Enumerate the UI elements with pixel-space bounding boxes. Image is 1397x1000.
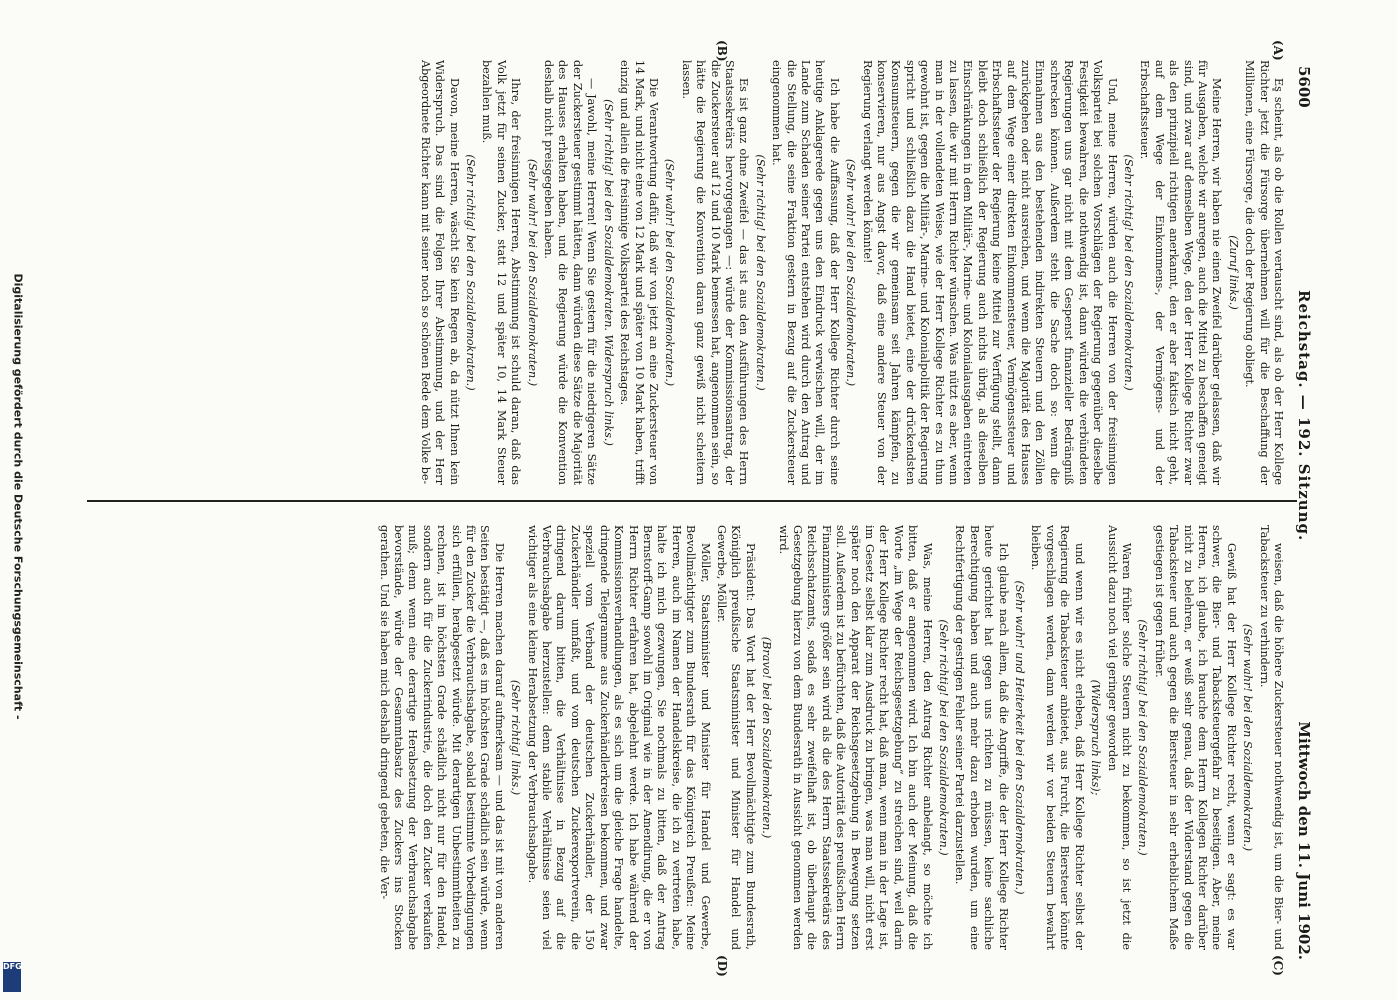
paragraph: Meine Herren, wir haben nie einen Zweifel darüber gelassen, daß wir für Ausgaben, welche wir anregen, auch die Mittel zu beschaffen geneigt sind, und zwar auf demselben Wege, den der Herr Kollege Richter zwar als den prinzipiell richtigen anerkannt, den er aber faktisch nicht geht, auf dem Wege der Einkommens-, der Vermögens- und der Erbschaftssteuer.: [1138, 60, 1224, 485]
paragraph: Davon, meine Herren, wäscht Sie kein Regen ab, da nützt Ihnen kein Widerspruch. Das sind die Folgen Ihrer Abstimmung, und der Herr Abgeordnete Richter kann mit seiner noch so schönen Rede dem Volke be-: [418, 60, 461, 485]
left-column: [85, 60, 1285, 485]
dfg-logo: [3, 962, 21, 992]
dfg-logo-text: DFG: [3, 962, 22, 971]
page-title: Reichstag. — 192. Sitzung.: [1295, 290, 1313, 542]
margin-mark-d: (D): [715, 955, 729, 977]
paragraph: und wenn wir es nicht erleben, daß Herr Kollege Richter selbst der Regierung die Tabacksteuer anbietet, aus Furcht, die Biersteuer könnte vorgeschlagen werden, dann werden wir vor beiden Steuern bewahrt bleiben.: [1029, 525, 1086, 950]
paragraph: Ihre, der freisinnigen Herren, Abstimmung ist schuld daran, daß das Volk jetzt für seinen Zucker, statt 12 und später 10, 14 Mark Steuer bezahlen muß.: [480, 60, 523, 485]
interjection: (Bravo! bei den Sozialdemokraten.): [760, 636, 774, 839]
interjection: (Sehr richtig! bei den Sozialdemokraten.): [1136, 619, 1150, 856]
page-number: 5600: [1295, 66, 1313, 108]
side-credit: [8, 0, 28, 1000]
credit-text: Digitalisierung gefördert durch die Deutsche Forschungsgemeinschaft -: [11, 273, 25, 720]
paragraph: Und, meine Herren, würden auch die Herren von der freisinnigen Volkspartei bei solchen Vorschlägen der Regierung gegenüber dieselbe Festigkeit bewahren, die nothwendig ist, dann würden die verbündeten Regierungen uns gar nicht mit dem Gespenst finanzieller Bedrängniß schrecken können. Außerdem steht die Sache doch so: wenn die Einnahmen aus den bestehenden indirekten Steuern und den Zöllen zurückgehen oder nicht ausreichen, und wenn die Majorität des Hauses auf dem Wege einer direkten Einkommensteuer, Vermögenssteuer und Erbschaftssteuer der Regierung keine Mittel zur Verfügung stellt, dann bleibt doch schließlich der Regierung auch nichts übrig, als dieselben Einschränkungen in dem Militär-, Marine- und Kolonialausgaben eintreten zu lassen, die wir mit Herrn Richter wünschen. Was nützt es aber, wenn man in der vollendeten Weise, wie der Herr Kollege Richter es zu thun gewohnt ist, gegen die Militär-, Marine- und Kolonialpolitik der Regierung spricht und schließlich dazu die Hand bietet, eine der drückendsten Konsumsteuern, gegen die wir gemeinsam seit Jahren kämpfen, zu konservieren, nur aus Angst davor, daß eine andere Steuer von der Regierung verlangt werden könnte!: [860, 60, 1119, 485]
interjection: (Sehr richtig! bei den Sozialdemokraten. Widerspruch links.): [601, 99, 615, 446]
paragraph: Es ist ganz ohne Zweifel — das ist aus den Ausführungen des Herrn Staatssekretärs hervorgegangen —: würde der Kommissionsantrag, der die Zuckersteuer auf 12 und 10 Mark bemessen hat, angenommen sein, so hätte die Regierung die Konvention daran ganz gewiß nicht scheitern lassen.: [679, 60, 751, 485]
margin-mark-b: (B): [715, 40, 729, 62]
paragraph: Ich glaube nach allem, daß die Angriffe, die der Herr Kollege Richter heute gerichtet hat gegen uns richten zu müssen, keine sachliche Berechtigung haben und auch mehr dazu erhoben wurden, um eine Rechtfertigung der gestrigen Fehler seiner Partei darzustellen.: [953, 525, 1010, 950]
interjection: (Sehr richtig! bei den Sozialdemokraten.): [464, 154, 478, 391]
page-date: Mittwoch den 11. Juni 1902.: [1295, 721, 1313, 960]
interjection: (Sehr wahr! bei den Sozialdemokraten.): [663, 158, 677, 387]
interjection: (Sehr richtig! bei den Sozialdemokraten.): [1121, 154, 1135, 391]
right-column: [85, 525, 1285, 950]
paragraph: weisen, daß die höhere Zuckersteuer nothwendig ist, um die Bier- und Tabacksteuer zu verhindern.: [1257, 525, 1285, 950]
paragraph: Die Verantwortung dafür, daß wir von jetzt an eine Zuckersteuer von 14 Mark, und nicht eine von 12 Mark und später von 10 Mark haben, trifft einzig und allein die freisinnige Volkspartei des Reichstages.: [618, 60, 660, 485]
interjection: (Sehr wahr! bei den Sozialdemokraten.): [525, 158, 539, 387]
interjection: (Zuruf links.): [1226, 235, 1240, 310]
interjection: (Sehr wahr! bei den Sozialdemokraten.): [844, 158, 858, 387]
page-header: [1291, 60, 1313, 960]
paragraph: Die Herren machen darauf aufmerksam — und das ist mit von anderen Seiten bestätigt —, daß es im höchsten Grade schädlich sein würde, wenn für den Zucker die Verbrauchsabgabe, sobald bestimmte Vorbedingungen sich erfüllen, herabgesetzt würde. Mit derartigen Unbestimmtheiten zu rechnen, ist im höchsten Grade schädlich nicht nur für den Handel, sondern auch für die Zuckerindustrie, die doch den Zucker verkaufen muß; denn wenn eine derartige Herabsetzung der Verbrauchsabgabe bevorstände, würde der Gesammtabsatz des Zuckers ins Stocken gerathen. Und sie haben mich deshalb dringend gebeten, die Ver-: [377, 525, 506, 950]
paragraph: Möller, Staatsminister und Minister für Handel und Gewerbe, Bevollmächtigter zum Bundesrath für das Königreich Preußen: Meine Herren, auch im Namen der Handelskreise, die ich zu vertreten habe, halte ich mich gezwungen, Sie nochmals zu bitten, daß der Antrag Bernstorff-Gamp sowohl im Original wie in der Amendirung, die er von Herrn Richter erfahren hat, abgelehnt werde. Ich habe während der Kommissionsverhandlungen, als es sich um die gleiche Frage handelte, dringende Telegramme aus Zuckerhändlerkreisen bekommen, und zwar speziell vom Verband der deutschen Zuckerhändler, der 150 Zuckerhändler umfaßt, und vom deutschen Zuckerexportverein, die dringend darum bitten, die Verhältnisse in Bezug auf die Verbrauchsabgabe herzustellen: denn stabile Verhältnisse seien viel wichtiger als eine kleine Herabsetzung der Verbrauchsabgabe.: [525, 525, 712, 950]
interjection: (Sehr richtig! bei den Sozialdemokraten.): [753, 154, 767, 391]
paragraph: Präsident: Das Wort hat der Herr Bevollmächtigte zum Bundesrath, Königlich preußische Staatsminister und Minister für Handel und Gewerbe, Möller.: [714, 525, 757, 950]
interjection: (Widerspruch links);: [1089, 679, 1103, 796]
paragraph: Ich habe die Auffassung, daß der Herr Kollege Richter durch seine heutige Anklagerede gegen uns den Eindruck verwischen will, der im Lande zum Schaden seiner Partei entstehen wird durch den Antrag und die Stellung, die seine Fraktion gestern in Bezug auf die Zuckersteuer eingenommen hat.: [770, 60, 841, 485]
interjection: (Sehr wahr! und Heiterkeit bei den Sozialdemokraten.): [1013, 580, 1027, 895]
paragraph: Waren früher solche Steuern nicht zu bekommen, so ist jetzt die Aussicht dazu noch viel geringer geworden: [1105, 525, 1133, 950]
column-divider: [87, 500, 1297, 502]
interjection: (Sehr richtig! bei den Sozialdemokraten.): [937, 619, 951, 856]
interjection: (Sehr wahr! bei den Sozialdemokraten.): [1241, 623, 1255, 852]
margin-mark-c: (C): [1271, 955, 1285, 976]
paragraph: Gewiß hat der Herr Kollege Richter recht, wenn er sagt: es war schwer, die Bier- und Tabacksteuergefahr zu beseitigen. Aber, meine Herren, ich glaube, ich brauche dem Herrn Kollegen Richter darüber nicht zu belehren, er weiß sehr genau, daß der Widerstand gegen die Tabacksteuer und auch gegen die Biersteuer in sehr erheblichem Maße gestiegen ist gegen früher.: [1152, 525, 1238, 950]
margin-mark-a: (A): [1271, 40, 1285, 61]
paragraph: Was, meine Herren, den Antrag Richter anbelangt, so möchte ich bitten, daß er angenommen wird. Ich bin auch der Meinung, daß die Worte „im Wege der Reichsgesetzgebung“ zu streichen sind, weil darin der Herr Kollege Richter recht hat, daß man, wenn man in der Lage ist, im Gesetz selbst klar zum Ausdruck zu bringen, was man will, nicht erst später noch den Apparat der Reichsgesetzgebung in Bewegung setzen soll. Außerdem ist zu befürchten, daß die Autorität des preußischen Herrn Finanzministers größer sein wird als die des Herrn Staatssekretärs des Reichsschatzamts, sodaß es sehr zweifelhaft ist, ob überhaupt die Gesetzgebung hierzu von dem Bundesrath in Aussicht genommen werden wird.: [776, 525, 934, 950]
paragraph: — Jawohl, meine Herren! Wenn Sie gestern für die niedrigeren Sätze der Zuckersteuer gestimmt hätten, dann würden diese Sätze die Majorität des Hauses erhalten haben, und die Regierung würde die Konvention deshalb nicht preisgegeben haben.: [542, 60, 599, 485]
paragraph: Es scheint, als ob die Rollen vertauscht sind, als ob der Herr Kollege Richter jetzt die Fürsorge übernehmen will für die Beschaffung der Millionen, eine Fürsorge, die doch der Regierung obliegt.: [1243, 60, 1285, 485]
interjection: (Sehr richtig! links.): [509, 679, 523, 796]
